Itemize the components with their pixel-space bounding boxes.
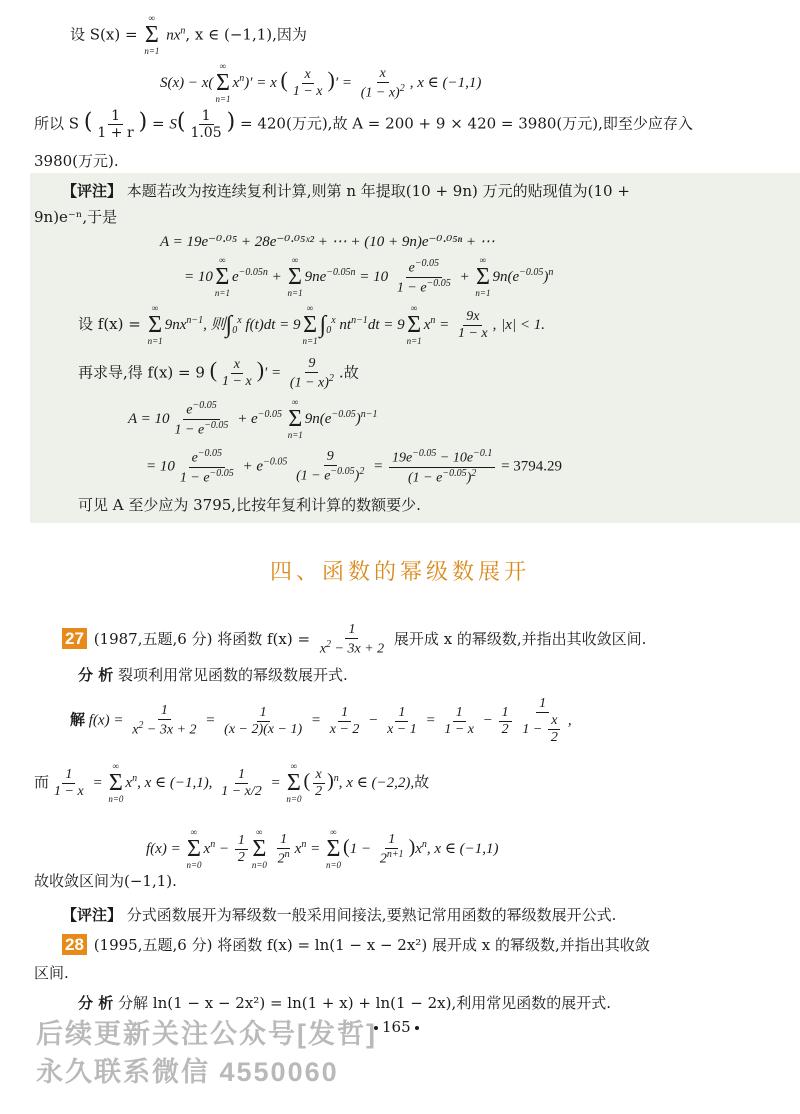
note1-deriv-prefix: 再求导,得 f(x) = 9: [78, 363, 205, 382]
p27-solution-line: 解 f(x) = $\frac{1}{x^2 - 3x + 2}$ = $\frac{1}{(x - 2)(x - 1)}$ = $\frac{1}{x - 2}$ − $\frac{1}{x - 1}$ = $\frac{1}{1 - x}$ − $\frac{1}{2}$ 1 1 − $\frac{x}{2}$ ,: [70, 696, 572, 746]
page-dot-right: [415, 1026, 419, 1030]
page-number: [370, 1018, 423, 1036]
note1-eq-b2: = 10 $\frac{e^{-0.05}}{1 - e^{-0.05}}$ + $e^{-0.05}$ $\frac{9}{(1 - e^{-0.05})^2}$ = $\frac{19e^{-0.05} - 10e^{-0.1}}{(1 - e^{-0.05})^2}$ = 3794.29: [146, 448, 563, 486]
top-line-1-prefix: 设 S(x) =: [70, 25, 138, 44]
p28-line-1: (1995,五题,6 分) 将函数 f(x) = ln(1 − x − 2x²) 展开成 x 的幂级数,并指出其收敛: [93, 936, 650, 954]
p28-line-2: 区间.: [34, 964, 69, 982]
note1-eq-b1: A = 10 $\frac{e^{-0.05}}{1 - e^{-0.05}}$ + $e^{-0.05}$ ∞ Σ n=1 $9n(e^{-0.05})^{n-1}$: [128, 397, 378, 440]
sum-symbol: ∞ Σ n=1: [144, 13, 160, 56]
top-line-1-rest: , x ∈ (−1,1),因为: [185, 25, 307, 44]
top-line-3: 所以 S ( $\frac{1}{1 + r}$ ) = S( $\frac{1}{1.05}$ ) = 420(万元),故 A = 200 + 9 × 420 = 3980(万元),即至少应存入: [34, 108, 693, 142]
note1-eq-a1: A = 19e⁻⁰·⁰⁵ + 28e⁻⁰·⁰⁵ˣ² + ⋯ + (10 + 9n)e⁻⁰·⁰⁵ⁿ + ⋯: [160, 234, 495, 250]
note1-line-2: 9n)e⁻ⁿ,于是: [34, 208, 118, 226]
p28-analysis: [78, 992, 611, 1013]
note1-line-1: [62, 180, 630, 201]
top-line-1-term: nx: [166, 27, 181, 44]
watermark-line-1: 后续更新关注公众号[发哲]: [36, 1019, 377, 1049]
p27-note-text: 分式函数展开为幂级数一般采用间接法,要熟记常用函数的幂级数展开公式.: [126, 906, 617, 924]
watermark-line-2: 永久联系微信 4550060: [36, 1057, 339, 1087]
note1-set-prefix: 设 f(x) =: [78, 314, 141, 333]
p27-result-line: f(x) = ∞ Σ n=0 $x^n$ − $\frac{1}{2}$ ∞ Σ n=0 $\frac{1}{2^n}$ $x^n$ = ∞ Σ n=0 (1 − $\frac{1}{2^{n+1}}$ )$x^n$, x ∈ (−1,1): [146, 827, 499, 870]
p28-analysis-text: 分解 ln(1 − x − 2x²) = ln(1 + x) + ln(1 − 2x),利用常见函数的展开式.: [118, 994, 612, 1012]
p27-header: 27 (1987,五题,6 分) 将函数 f(x) = $\frac{1}{x^2 - 3x + 2}$ 展开成 x 的幂级数,并指出其收敛区间.: [62, 622, 646, 658]
p28-analysis-label: 分 析: [78, 994, 114, 1012]
p27-analysis-label: 分 析: [78, 666, 114, 684]
p27-prefix: (1987,五题,6 分) 将函数 f(x) =: [93, 629, 311, 648]
top-line-3-mid: = 420(万元),故 A = 200 + 9 × 420 = 3980(万元),即至少应存入: [240, 114, 693, 133]
section-title: 四、函数的幂级数展开: [269, 560, 530, 585]
note1-result: = 3794.29: [501, 458, 563, 475]
note1-deriv-suffix: .故: [338, 363, 359, 382]
note1-label: 【评注】: [62, 182, 123, 200]
note1-conclusion: 可见 A 至少应为 3795,比按年复利计算的数额要少.: [78, 496, 421, 514]
p27-note-label: 【评注】: [62, 906, 123, 924]
p27-number-badge: 27: [62, 628, 87, 649]
p27-interval: 故收敛区间为(−1,1).: [34, 872, 177, 890]
page-number-text: 165: [382, 1018, 411, 1036]
note1-set-line: 设 f(x) = ∞ Σ n=1 $9nx^{n-1}$, 则$\int_0^x$ f(t)dt = 9 ∞ Σ n=1 $\int_0^x$ $nt^{n-1}dt = 9$ ∞ Σ n=1 $x^n$ = $\frac{9x}{1 - x}$ , |x| < 1.: [78, 303, 545, 346]
p27-analysis-text: 裂项利用常见函数的幂级数展开式.: [118, 666, 348, 684]
p27-analysis: [78, 664, 348, 685]
note1-eq-a2: = 10 ∞ Σ n=1 $e^{-0.05n}$ + ∞ Σ n=1 $9ne^{-0.05n} = 10$ $\frac{e^{-0.05}}{1 - e^{-0.05}}$ + ∞ Σ n=1 $9n(e^{-0.05})^n$: [184, 255, 554, 298]
p27-solution-label: 解: [70, 712, 86, 729]
note1-deriv-line: 再求导,得 f(x) = 9 ( $\frac{x}{1 - x}$ )′ = $\frac{9}{(1 - x)^2}$ .故: [78, 356, 359, 391]
note1-text-1: 本题若改为按连续复利计算,则第 n 年提取(10 + 9n) 万元的贴现值为(10 +: [126, 182, 630, 200]
top-line-2: S(x) − x( ∞ Σ n=1 $x^n)' = x$ ( $\frac{x}{1 - x}$ )′ = $\frac{x}{(1 - x)^2}$ , x ∈ (−1,1): [160, 61, 482, 104]
top-line-4: 3980(万元).: [34, 152, 119, 170]
p27-note: [62, 904, 616, 925]
p27-suffix: 展开成 x 的幂级数,并指出其收敛区间.: [393, 629, 647, 648]
top-line-1: 设 S(x) = ∞ Σ n=1 $nx^n$, x ∈ (−1,1),因为: [70, 13, 307, 56]
p28-header: [62, 934, 650, 955]
top-line-3-prefix: 所以 S: [34, 114, 80, 133]
p27-series-line: 而 $\frac{1}{1 - x}$ = ∞ Σ n=0 $x^n$, x ∈ (−1,1), $\frac{1}{1 - x/2}$ = ∞ Σ n=0 ( $\frac{x}{2}$ )$^n$, x ∈ (−2,2),故: [34, 761, 430, 804]
p28-number-badge: 28: [62, 934, 87, 955]
note1-set-result: |x| < 1.: [501, 316, 545, 333]
